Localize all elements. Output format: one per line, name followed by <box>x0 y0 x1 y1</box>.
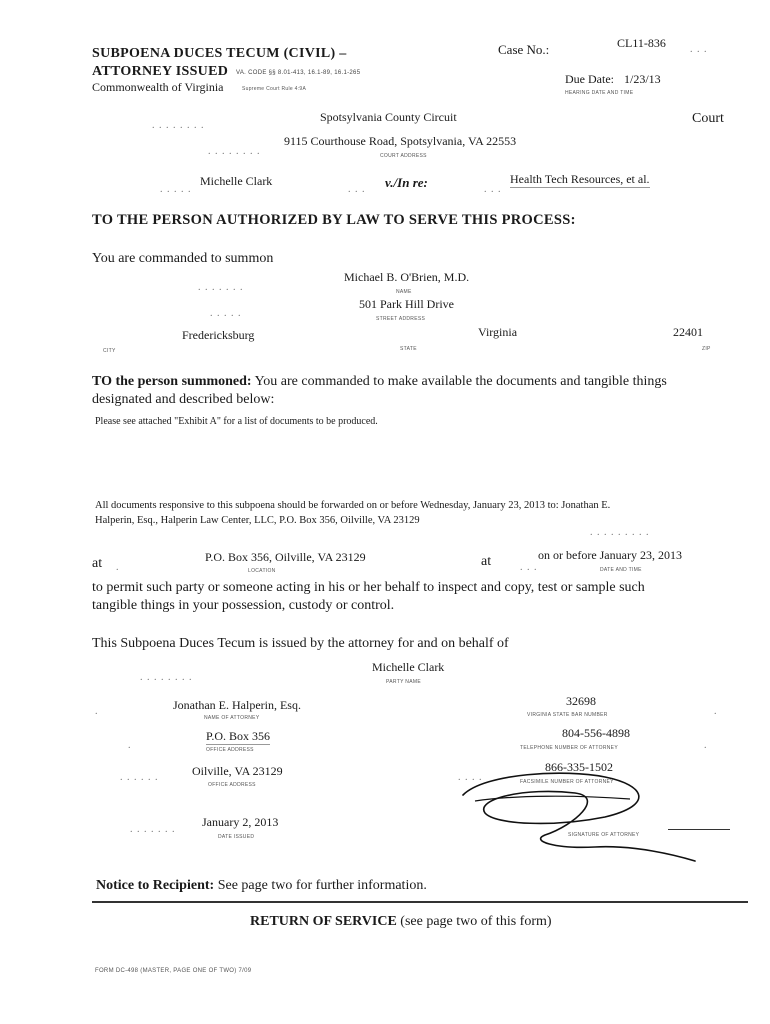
court-word: Court <box>692 111 724 126</box>
form-title-line1: SUBPOENA DUCES TECUM (CIVIL) – <box>92 46 347 61</box>
witness-city: Fredericksburg <box>182 328 255 342</box>
attorney-signature <box>455 765 715 875</box>
permit-line2: tangible things in your possession, custody or control. <box>92 598 395 613</box>
attorney-fax: 866-335-1502 <box>545 760 613 774</box>
attorney-name-caption: NAME OF ATTORNEY <box>204 715 260 721</box>
summoned-line1 <box>92 374 667 390</box>
city-caption: CITY <box>103 348 116 354</box>
vs-dots: . . . <box>348 184 366 195</box>
due-date-label: Due Date: <box>565 72 614 86</box>
due-date-caption: HEARING DATE AND TIME <box>565 90 634 96</box>
court-dots: . . . . . . . . <box>152 120 205 131</box>
notice-text: See page two for further information. <box>217 878 427 893</box>
summoned-text1: You are commanded to make available the documents and tangible things <box>254 374 667 389</box>
attorney-phone: 804-556-4898 <box>562 726 630 740</box>
plaintiff-dots: . . . . . <box>160 184 192 195</box>
date-issued: January 2, 2013 <box>202 815 279 829</box>
notice-line <box>96 878 427 894</box>
court-name: Spotsylvania County Circuit <box>320 110 457 124</box>
signature-caption: SIGNATURE OF ATTORNEY <box>568 832 640 838</box>
defendant-name: Health Tech Resources, et al. <box>510 172 650 186</box>
production-location: P.O. Box 356, Oilville, VA 23129 <box>205 550 366 564</box>
date-dots: . . . . . . . <box>130 824 176 835</box>
office2-dots: . . . . . . <box>120 772 159 783</box>
notice-lead: Notice to Recipient: <box>96 878 215 893</box>
street-caption: STREET ADDRESS <box>376 316 426 322</box>
at-label-1: at <box>92 556 103 571</box>
plaintiff-name: Michelle Clark <box>200 174 273 188</box>
rule-reference: Supreme Court Rule 4:9A <box>242 86 307 92</box>
notice-divider <box>92 901 748 903</box>
witness-state: Virginia <box>478 325 518 339</box>
summon-intro: You are commanded to summon <box>92 251 274 266</box>
authorized-heading: TO THE PERSON AUTHORIZED BY LAW TO SERVE THIS PROCESS: <box>92 212 576 228</box>
return-lead: RETURN OF SERVICE <box>250 914 397 929</box>
office-address-2: Oilville, VA 23129 <box>192 764 283 778</box>
production-date: on or before January 23, 2013 <box>538 548 682 562</box>
defendant-dots: . . . <box>484 184 502 195</box>
exhibit-note: Please see attached "Exhibit A" for a list of documents to be produced. <box>95 416 378 427</box>
bar-dots: . <box>714 706 718 717</box>
witness-zip: 22401 <box>673 325 703 339</box>
forward-dots: . . . . . . . . . <box>590 527 650 538</box>
forward-line1: All documents responsive to this subpoena should be forwarded on or before Wednesday, January 23, 2013 to: Jonathan E. <box>95 500 611 511</box>
return-line <box>250 914 552 930</box>
date-caption: DATE AND TIME <box>600 567 642 573</box>
bar-number: 32698 <box>566 694 596 708</box>
court-address-dots: . . . . . . . . <box>208 146 261 157</box>
case-number: CL11-836 <box>617 36 666 50</box>
bar-caption: VIRGINIA STATE BAR NUMBER <box>527 712 608 718</box>
street-dots: . . . . . <box>210 308 242 319</box>
location-caption: LOCATION <box>248 568 276 574</box>
fax-caption: FACSIMILE NUMBER OF ATTORNEY <box>520 779 614 785</box>
witness-street: 501 Park Hill Drive <box>359 297 454 311</box>
form-footer: FORM DC-498 (MASTER, PAGE ONE OF TWO) 7/09 <box>95 968 252 974</box>
fax-dots: . . . . <box>458 772 483 783</box>
office-address-1: P.O. Box 356 <box>206 729 271 743</box>
permit-line1: to permit such party or someone acting in his or her behalf to inspect and copy, test or sample such <box>92 580 645 595</box>
at2-dots: . . . <box>520 562 538 573</box>
date-issued-caption: DATE ISSUED <box>218 834 255 840</box>
name-dots: . . . . . . . <box>198 282 244 293</box>
at1-dots: . <box>116 562 120 573</box>
phone-dots: . <box>704 740 708 751</box>
attorney-name: Jonathan E. Halperin, Esq. <box>173 698 301 712</box>
party-name: Michelle Clark <box>372 660 445 674</box>
zip-caption: ZIP <box>702 346 711 352</box>
office1-dots: . <box>128 740 132 751</box>
at-label-2: at <box>481 554 492 569</box>
witness-name-caption: NAME <box>396 289 412 295</box>
state-caption: STATE <box>400 346 417 352</box>
attorney-dots: . <box>95 706 99 717</box>
forward-line2: Halperin, Esq., Halperin Law Center, LLC, P.O. Box 356, Oilville, VA 23129 <box>95 515 420 526</box>
commonwealth-label: Commonwealth of Virginia <box>92 80 224 94</box>
summoned-text2: designated and described below: <box>92 392 275 407</box>
versus-label: v./In re: <box>385 175 428 190</box>
case-no-label: Case No.: <box>498 42 550 57</box>
court-address: 9115 Courthouse Road, Spotsylvania, VA 22553 <box>284 134 517 148</box>
issued-by-text: This Subpoena Duces Tecum is issued by the attorney for and on behalf of <box>92 636 509 651</box>
return-text: (see page two of this form) <box>400 914 552 929</box>
court-address-caption: COURT ADDRESS <box>380 153 427 159</box>
phone-caption: TELEPHONE NUMBER OF ATTORNEY <box>520 745 618 751</box>
case-no-dots: . . . <box>690 44 708 55</box>
office1-caption: OFFICE ADDRESS <box>206 747 254 753</box>
summoned-lead: TO the person summoned: <box>92 374 252 389</box>
code-reference: VA. CODE §§ 8.01-413, 16.1-89, 16.1-265 <box>236 70 361 76</box>
form-title-line2: ATTORNEY ISSUED <box>92 64 229 79</box>
party-dots: . . . . . . . . <box>140 672 193 683</box>
party-caption: PARTY NAME <box>386 679 421 685</box>
due-date-value: 1/23/13 <box>624 72 661 86</box>
witness-name: Michael B. O'Brien, M.D. <box>344 270 470 284</box>
office2-caption: OFFICE ADDRESS <box>208 782 256 788</box>
